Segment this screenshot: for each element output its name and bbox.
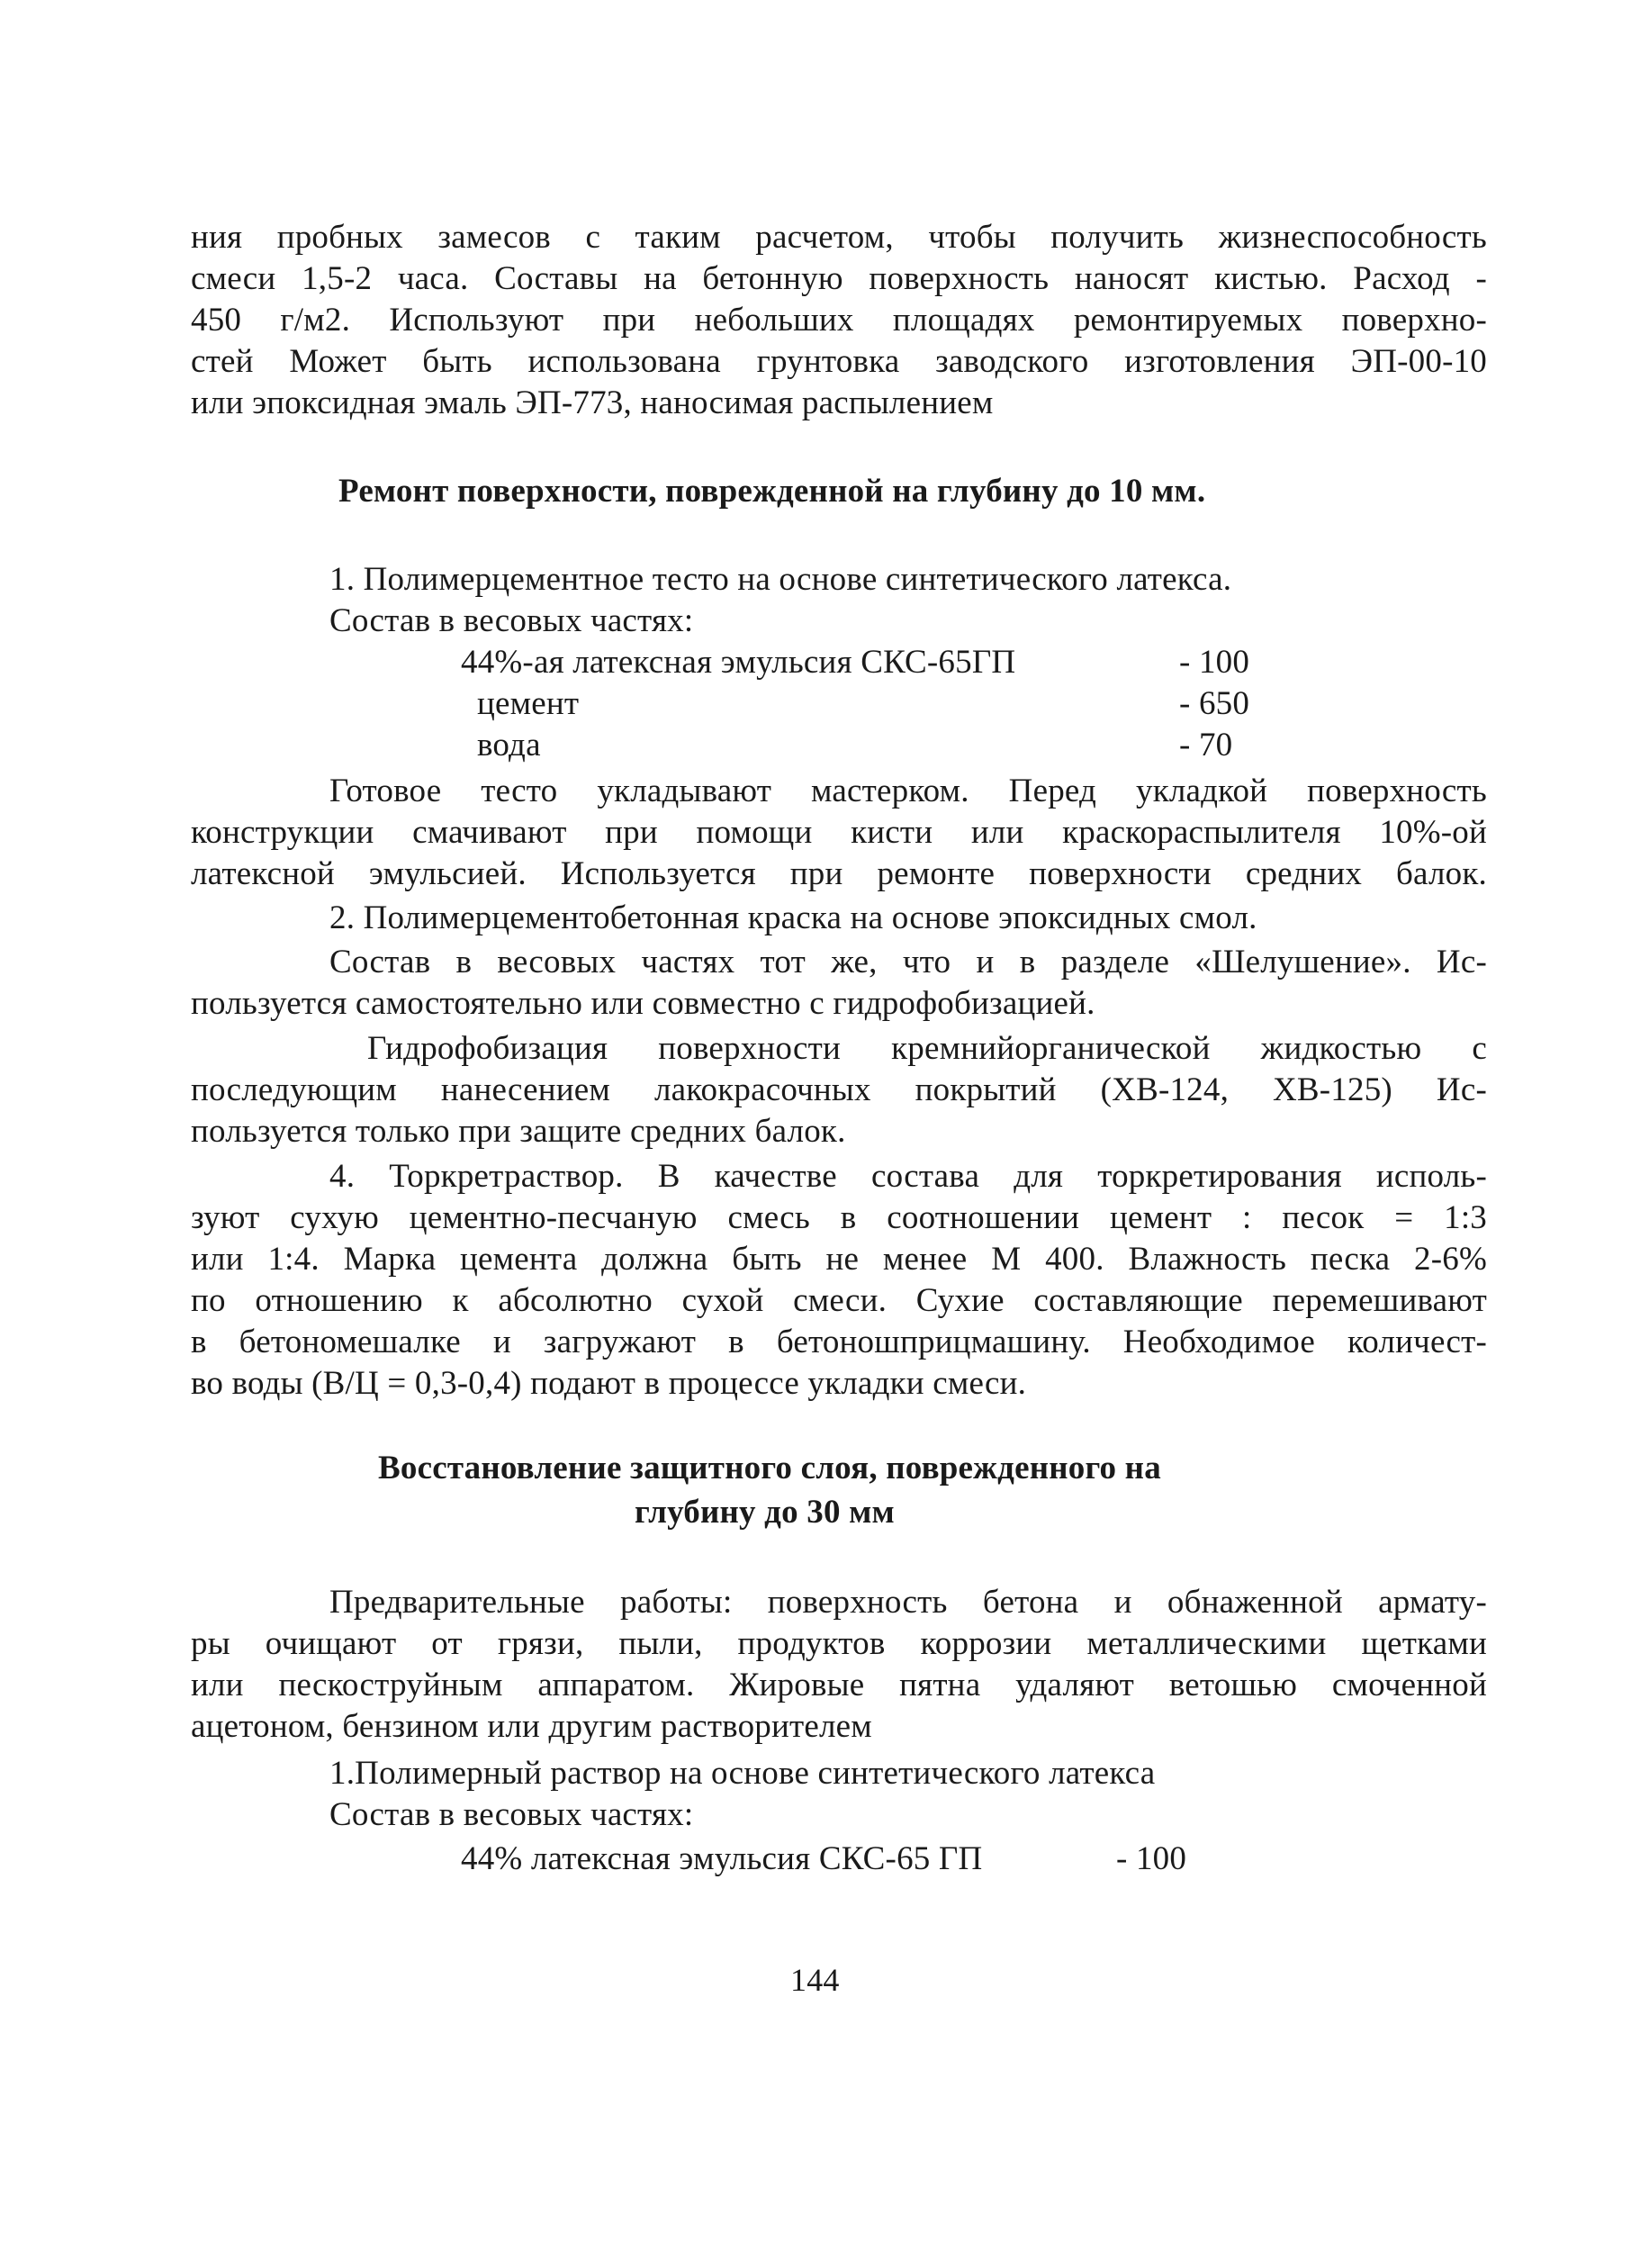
paragraph-line: или пескоструйным аппаратом. Жировые пятна удаляют ветошью смоченной <box>191 1667 1487 1703</box>
component-name: 44%-ая латексная эмульсия СКС-65ГП <box>461 644 1016 681</box>
paragraph-line: Состав в весовых частях тот же, что и в разделе «Шелушение». Ис- <box>329 944 1487 980</box>
intro-line: стей Может быть использована грунтовка заводского изготовления ЭП-00-10 <box>191 343 1487 380</box>
composition-label: Состав в весовых частях: <box>329 1796 694 1833</box>
item-title: 2. Полимерцементобетонная краска на основе эпоксидных смол. <box>329 899 1257 936</box>
section-heading: глубину до 30 мм <box>635 1494 895 1531</box>
paragraph-line: конструкции смачивают при помощи кисти или краскораспылителя 10%-ой <box>191 814 1487 851</box>
paragraph-line: 4. Торкретраствор. В качестве состава для торкретирования исполь- <box>329 1158 1487 1195</box>
component-name: вода <box>477 727 541 764</box>
component-name: 44% латексная эмульсия СКС-65 ГП <box>461 1840 983 1877</box>
paragraph-line: Гидрофобизация поверхности кремнийорганической жидкостью с <box>367 1030 1487 1067</box>
paragraph-line: последующим нанесением лакокрасочных покрытий (ХВ-124, ХВ-125) Ис- <box>191 1071 1487 1108</box>
paragraph-line: ацетоном, бензином или другим растворителем <box>191 1708 872 1745</box>
item-title: 1.Полимерный раствор на основе синтетического латекса <box>329 1755 1156 1792</box>
component-amount: - 650 <box>1179 685 1250 722</box>
paragraph-line: или 1:4. Марка цемента должна быть не менее М 400. Влажность песка 2-6% <box>191 1241 1487 1278</box>
paragraph-line: в бетономешалке и загружают в бетоношприцмашину. Необходимое количест- <box>191 1324 1487 1360</box>
item-title: 1. Полимерцементное тесто на основе синтетического латекса. <box>329 561 1232 598</box>
paragraph-line: Предварительные работы: поверхность бетона и обнаженной армату- <box>329 1584 1487 1621</box>
component-amount: - 100 <box>1116 1840 1187 1877</box>
paragraph-line: пользуется только при защите средних балок. <box>191 1113 846 1150</box>
paragraph-line: по отношению к абсолютно сухой смеси. Сухие составляющие перемешивают <box>191 1282 1487 1319</box>
component-amount: - 70 <box>1179 727 1233 764</box>
section-heading: Восстановление защитного слоя, поврежденного на <box>378 1450 1161 1486</box>
paragraph-line: латексной эмульсией. Используется при ремонте поверхности средних балок. <box>191 855 1487 892</box>
intro-line: смеси 1,5-2 часа. Составы на бетонную поверхность наносят кистью. Расход - <box>191 260 1487 297</box>
paragraph-line: ры очищают от грязи, пыли, продуктов коррозии металлическими щетками <box>191 1625 1487 1662</box>
component-name: цемент <box>477 685 580 722</box>
intro-line: 450 г/м2. Используют при небольших площадях ремонтируемых поверхно- <box>191 302 1487 339</box>
intro-line: или эпоксидная эмаль ЭП-773, наносимая распылением <box>191 384 994 421</box>
paragraph-line: зуют сухую цементно-песчаную смесь в соотношении цемент : песок = 1:3 <box>191 1199 1487 1236</box>
section-heading: Ремонт поверхности, поврежденной на глубину до 10 мм. <box>338 473 1206 510</box>
composition-label: Состав в весовых частях: <box>329 602 694 639</box>
component-amount: - 100 <box>1179 644 1250 681</box>
paragraph-line: во воды (В/Ц = 0,3-0,4) подают в процессе укладки смеси. <box>191 1365 1027 1402</box>
paragraph-line: пользуется самостоятельно или совместно с гидрофобизацией. <box>191 985 1095 1022</box>
intro-line: ния пробных замесов с таким расчетом, чтобы получить жизнеспособность <box>191 219 1487 256</box>
page-number: 144 <box>790 1962 840 1998</box>
paragraph-line: Готовое тесто укладывают мастерком. Перед укладкой поверхность <box>329 773 1487 809</box>
